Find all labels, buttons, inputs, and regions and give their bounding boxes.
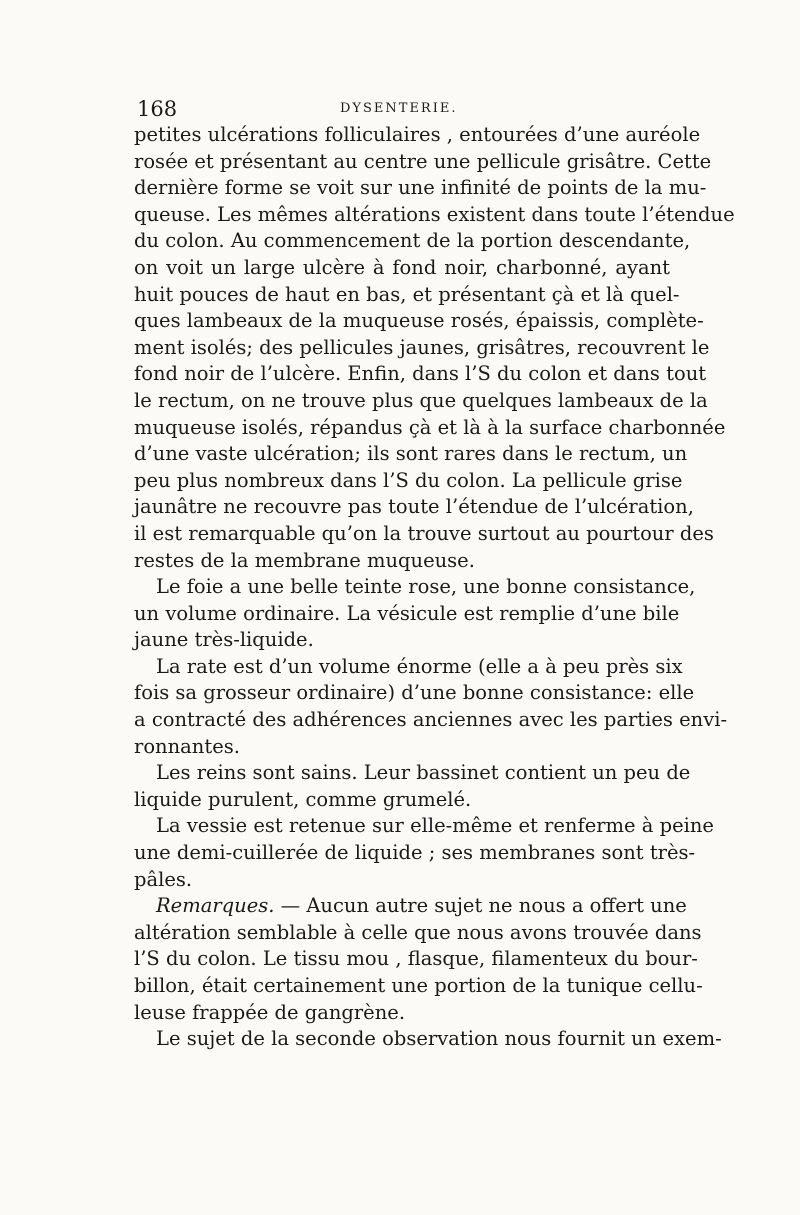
- text-line: ronnantes.: [134, 734, 240, 758]
- text-line: pâles.: [134, 867, 193, 891]
- text-line: [134, 893, 687, 920]
- text-line: La vessie est retenue sur elle-même et renferme à peine: [156, 814, 714, 838]
- text-line: Le sujet de la seconde observation nous fournit un exem-: [156, 1027, 722, 1051]
- page-number: 168: [137, 97, 178, 121]
- text-line: l’S du colon. Le tissu mou , flasque, filamenteux du bour-: [134, 947, 698, 971]
- text-line: du colon. Au commencement de la portion descendante,: [134, 229, 691, 253]
- text-line: La rate est d’un volume énorme (elle a à peu près six: [156, 654, 683, 678]
- text-line: ment isolés; des pellicules jaunes, grisâtres, recouvrent le: [134, 335, 710, 359]
- text-line: liquide purulent, comme grumelé.: [134, 787, 472, 811]
- text-line: il est remarquable qu’on la trouve surtout au pourtour des: [134, 521, 714, 545]
- text-line: fois sa grosseur ordinaire) d’une bonne consistance: elle: [134, 681, 695, 705]
- text-line: jaunâtre ne recouvre pas toute l’étendue de l’ulcération,: [134, 495, 694, 519]
- text-line: peu plus nombreux dans l’S du colon. La pellicule grise: [134, 468, 683, 492]
- text-line: fond noir de l’ulcère. Enfin, dans l’S du colon et dans tout: [134, 362, 707, 386]
- running-title: DYSENTERIE.: [340, 101, 458, 116]
- text-line: ques lambeaux de la muqueuse rosés, épaissis, complète-: [134, 309, 704, 333]
- body-text: [134, 122, 735, 1053]
- text-line: petites ulcérations folliculaires , entourées d’une auréole: [134, 123, 701, 146]
- text-line-rest: — Aucun autre sujet ne nous a offert une: [274, 894, 687, 918]
- text-line: on voit un large ulcère à fond noir, charbonné, ayant: [134, 255, 670, 279]
- text-line: le rectum, on ne trouve plus que quelques lambeaux de la: [134, 388, 708, 412]
- text-line: rosée et présentant au centre une pellicule grisâtre. Cette: [134, 149, 712, 173]
- text-line: restes de la membrane muqueuse.: [134, 548, 475, 572]
- text-line: une demi-cuillerée de liquide ; ses membranes sont très-: [134, 841, 696, 865]
- italic-heading: Remarques.: [156, 894, 275, 918]
- text-line: altération semblable à celle que nous avons trouvée dans: [134, 920, 702, 944]
- text-line: Le foie a une belle teinte rose, une bonne consistance,: [156, 575, 696, 599]
- text-line: un volume ordinaire. La vésicule est remplie d’une bile: [134, 601, 680, 625]
- text-line: Les reins sont sains. Leur bassinet contient un peu de: [156, 761, 691, 785]
- text-line: a contracté des adhérences anciennes avec les parties envi-: [134, 708, 728, 732]
- text-line: leuse frappée de gangrène.: [134, 1000, 406, 1024]
- text-line: muqueuse isolés, répandus çà et là à la surface charbonnée: [134, 415, 726, 439]
- text-line: billon, était certainement une portion de la tunique cellu-: [134, 974, 703, 997]
- text-line: jaune très-liquide.: [134, 628, 314, 652]
- text-line: d’une vaste ulcération; ils sont rares dans le rectum, un: [134, 442, 688, 466]
- text-line: dernière forme se voit sur une infinité de points de la mu-: [134, 176, 707, 200]
- text-line: queuse. Les mêmes altérations existent dans toute l’étendue: [134, 202, 735, 226]
- text-line: huit pouces de haut en bas, et présentant çà et là quel-: [134, 282, 680, 306]
